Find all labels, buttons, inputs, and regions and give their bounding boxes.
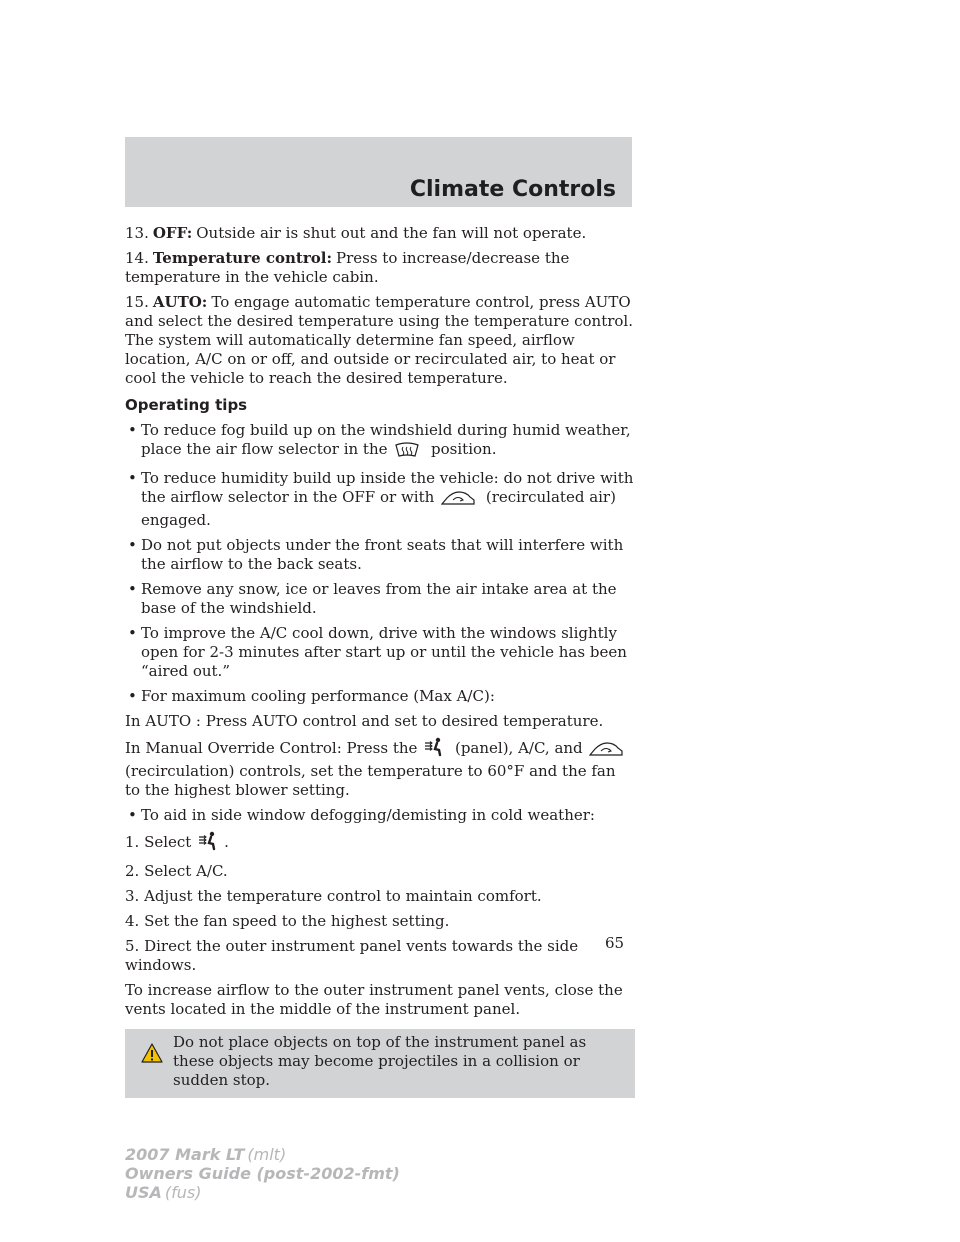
panel-vent-icon	[424, 737, 444, 762]
bullet-dot: •	[128, 687, 137, 705]
item-13: 13. OFF: Outside air is shut out and the fan will not operate.	[125, 224, 587, 242]
item-14: 14. Temperature control: Press to increase/decrease the temperature in the vehicle cabin.	[125, 249, 570, 286]
panel-vent-icon	[198, 831, 218, 856]
tip-seats: • Do not put objects under the front seats that will interfere with the airflow to the back seats.	[128, 536, 624, 573]
operating-tips-heading: Operating tips	[125, 396, 248, 414]
tip-fog: • To reduce fog build up on the windshield during humid weather, place the air flow selector in the position.	[125, 421, 635, 463]
bullet-dot: •	[128, 536, 137, 554]
recirculation-icon	[589, 741, 623, 762]
windshield-defrost-icon	[394, 442, 420, 463]
tip-side-window: • To aid in side window defogging/demisting in cold weather:	[128, 806, 595, 824]
tip-max-cooling: • For maximum cooling performance (Max A/C):	[128, 687, 495, 705]
step-5: 5. Direct the outer instrument panel vents towards the side windows.	[125, 937, 579, 974]
bullet-dot: •	[128, 469, 137, 487]
manual-override-instruction: In Manual Override Control: Press the (panel), A/C, and (recirculation) controls, set the temperature to 60°F and the fan to the highest blower setting.	[125, 737, 635, 800]
recirculation-icon	[441, 490, 475, 511]
warning-text: Do not place objects on top of the instrument panel as these objects may become projectiles in a collision or sudden stop.	[173, 1033, 587, 1089]
item-15: 15. AUTO: To engage automatic temperature control, press AUTO and select the desired temperature using the temperature control. The system will automatically determine fan speed, airflow location, A/C on or off, and outside or recirculated air, to heat or cool the vehicle to reach the desired temperature.	[125, 293, 634, 387]
footer-line-3: USA (fus)	[125, 1183, 202, 1202]
section-header	[125, 137, 632, 207]
footer-line-1: 2007 Mark LT (mlt)	[125, 1145, 287, 1164]
tip-snow: • Remove any snow, ice or leaves from the air intake area at the base of the windshield.	[128, 580, 617, 617]
bullet-dot: •	[128, 624, 137, 642]
step-1: 1. Select .	[125, 831, 635, 856]
step-3: 3. Adjust the temperature control to maintain comfort.	[125, 887, 542, 905]
bullet-dot: •	[128, 421, 137, 439]
section-title: Climate Controls	[409, 177, 616, 202]
page-number: 65	[605, 934, 625, 952]
warning-triangle-icon	[141, 1043, 163, 1068]
page-content	[125, 224, 635, 1098]
closing-note: To increase airflow to the outer instrument panel vents, close the vents located in the middle of the instrument panel.	[125, 981, 623, 1018]
step-4: 4. Set the fan speed to the highest setting.	[125, 912, 450, 930]
footer-metadata	[125, 1145, 400, 1202]
bullet-dot: •	[128, 580, 137, 598]
tip-humidity: • To reduce humidity build up inside the vehicle: do not drive with the airflow selector in the OFF or with (recirculated air) engaged.	[128, 469, 634, 529]
bullet-dot: •	[128, 806, 137, 824]
tip-cool-down: • To improve the A/C cool down, drive with the windows slightly open for 2-3 minutes after start up or until the vehicle has been “aired out.”	[128, 624, 627, 680]
auto-instruction: In AUTO : Press AUTO control and set to desired temperature.	[125, 712, 604, 730]
warning-box	[125, 1029, 635, 1098]
footer-line-2: Owners Guide (post-2002-fmt)	[125, 1164, 400, 1183]
step-2: 2. Select A/C.	[125, 862, 228, 880]
